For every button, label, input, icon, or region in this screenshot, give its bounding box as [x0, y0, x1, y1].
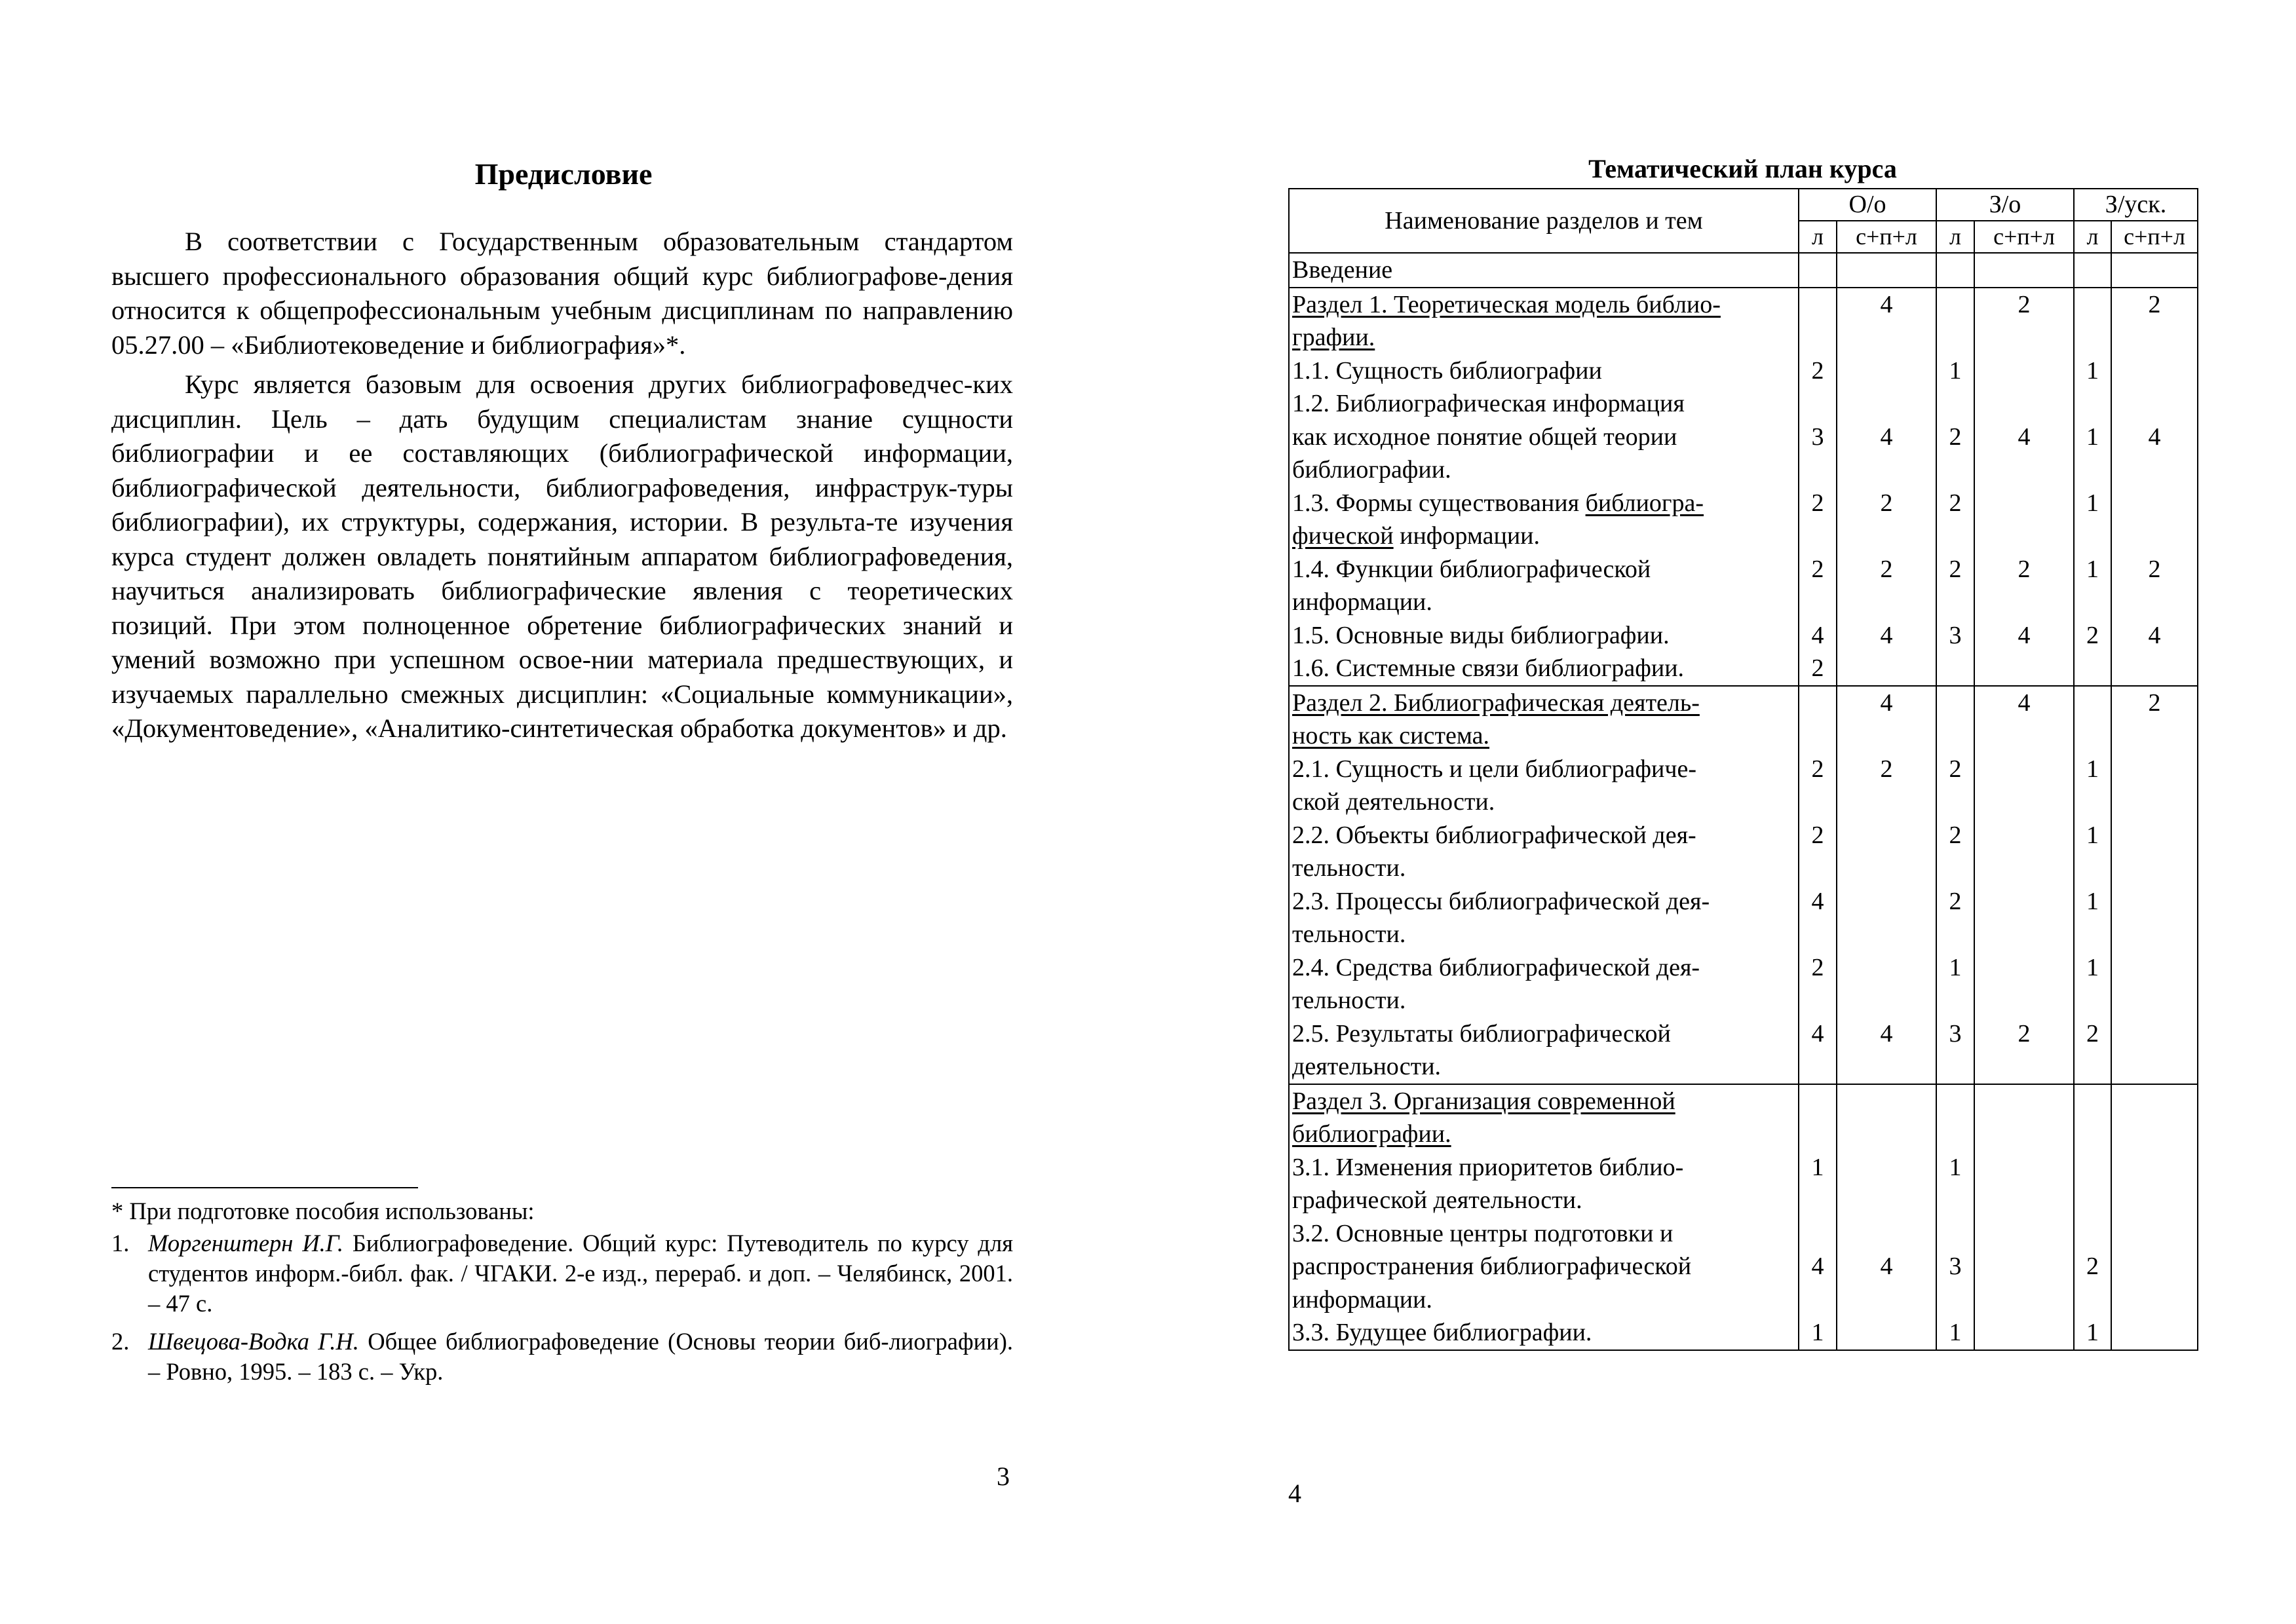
topic-cell: 3.3. Будущее библиографии. — [1289, 1316, 1799, 1350]
footnote-author: Швецова-Водка Г.Н. — [148, 1328, 359, 1355]
value-cell — [2111, 1217, 2198, 1317]
value-cell — [1974, 1316, 2074, 1350]
topic-cell: 2.4. Средства библиографической дея- тельности. — [1289, 951, 1799, 1017]
value-cell — [2111, 487, 2198, 553]
value-cell — [1974, 354, 2074, 388]
right-page — [1148, 0, 2296, 1624]
value-cell: 4 — [2111, 619, 2198, 652]
value-cell: 2 — [2111, 553, 2198, 619]
topic-cell: 1.1. Сущность библиографии — [1289, 354, 1799, 388]
header-sub: с+п+л — [1974, 221, 2074, 253]
value-cell — [1974, 951, 2074, 1017]
value-cell — [2111, 819, 2198, 885]
value-cell: 2 — [2111, 288, 2198, 354]
table-row — [1289, 1017, 2198, 1084]
value-cell: 2 — [2074, 1017, 2111, 1084]
value-cell: 2 — [1799, 753, 1837, 819]
page-number: 4 — [1288, 1479, 1301, 1508]
header-topic: Наименование разделов и тем — [1289, 189, 1799, 253]
table-row — [1289, 354, 2198, 388]
value-cell: 1 — [1799, 1151, 1837, 1217]
topic-cell: 1.6. Системные связи библиографии. — [1289, 652, 1799, 686]
topic-cell: 3.1. Изменения приоритетов библио- графической деятельности. — [1289, 1151, 1799, 1217]
value-cell: 2 — [1837, 553, 1936, 619]
value-cell: 2 — [1936, 819, 1974, 885]
table-row — [1289, 951, 2198, 1017]
value-cell: 2 — [1799, 354, 1837, 388]
value-cell: 1 — [1936, 951, 1974, 1017]
value-cell — [1974, 885, 2074, 951]
footnote-item — [111, 1228, 1013, 1319]
table-row — [1289, 487, 2198, 553]
footnote-item — [111, 1327, 1013, 1387]
value-cell: 1 — [1936, 1151, 1974, 1217]
value-cell: 4 — [1837, 288, 1936, 354]
value-cell — [2111, 885, 2198, 951]
value-cell — [1799, 1084, 1837, 1151]
sections-body — [1289, 288, 2198, 1350]
value-cell — [1974, 753, 2074, 819]
value-cell — [2074, 288, 2111, 354]
value-cell — [2074, 1151, 2111, 1217]
value-cell: 4 — [1837, 686, 1936, 753]
footnote-number: 2. — [111, 1328, 130, 1355]
value-cell — [2111, 1084, 2198, 1151]
value-cell: 1 — [2074, 487, 2111, 553]
value-cell: 4 — [1837, 619, 1936, 652]
value-cell: 2 — [1799, 487, 1837, 553]
value-cell: 2 — [1837, 487, 1936, 553]
value-cell: 2 — [1936, 885, 1974, 951]
value-cell — [1936, 652, 1974, 686]
value-cell — [2111, 652, 2198, 686]
page-number: 3 — [997, 1462, 1010, 1491]
topic-cell: 3.2. Основные центры подготовки и распространения библиографической информации. — [1289, 1217, 1799, 1317]
topic-cell: 2.1. Сущность и цели библиографиче- ской деятельности. — [1289, 753, 1799, 819]
value-cell: 2 — [1799, 652, 1837, 686]
topic-cell: Раздел 1. Теоретическая модель библио- графии. — [1289, 288, 1799, 354]
table-row — [1289, 1151, 2198, 1217]
value-cell: 1 — [1936, 354, 1974, 388]
value-cell: 1 — [1799, 1316, 1837, 1350]
value-cell — [1974, 652, 2074, 686]
value-cell: 4 — [1799, 619, 1837, 652]
value-cell — [2074, 652, 2111, 686]
header-group: З/о — [1936, 189, 2074, 221]
value-cell: 2 — [1837, 753, 1936, 819]
value-cell — [1974, 1151, 2074, 1217]
value-cell — [1837, 885, 1936, 951]
footnote-number: 1. — [111, 1230, 130, 1256]
value-cell — [1974, 1084, 2074, 1151]
value-cell: 1 — [2074, 354, 2111, 388]
table-title: Тематический план курса — [1588, 154, 1897, 183]
section-header-row — [1289, 686, 2198, 753]
topic-cell: Раздел 3. Организация современной библиографии. — [1289, 1084, 1799, 1151]
header-sub: л — [2074, 221, 2111, 253]
value-cell — [2074, 1084, 2111, 1151]
table-row — [1289, 885, 2198, 951]
value-cell: 4 — [1837, 1017, 1936, 1084]
topic-cell: 2.2. Объекты библиографической дея- тельности. — [1289, 819, 1799, 885]
value-cell — [1837, 354, 1936, 388]
value-cell — [2111, 1151, 2198, 1217]
value-cell: 2 — [1974, 1017, 2074, 1084]
header-sub: л — [1799, 221, 1837, 253]
table-row — [1289, 652, 2198, 686]
value-cell — [1974, 1217, 2074, 1317]
value-cell: 1 — [2074, 387, 2111, 487]
value-cell: 2 — [1936, 487, 1974, 553]
footnote-list — [111, 1228, 1013, 1387]
topic-cell: Раздел 2. Библиографическая деятель- ность как система. — [1289, 686, 1799, 753]
footnote-divider — [111, 1187, 418, 1188]
value-cell — [1837, 951, 1936, 1017]
value-cell: 1 — [2074, 553, 2111, 619]
value-cell: 3 — [1936, 1017, 1974, 1084]
value-cell: 1 — [2074, 819, 2111, 885]
value-cell — [2111, 1316, 2198, 1350]
page-title: Предисловие — [474, 157, 653, 191]
topic-cell: 1.2. Библиографическая информация как исходное понятие общей теории библиографии. — [1289, 387, 1799, 487]
value-cell: 4 — [1837, 1217, 1936, 1317]
topic-cell: 2.5. Результаты библиографической деятельности. — [1289, 1017, 1799, 1084]
value-cell: 1 — [1936, 1316, 1974, 1350]
value-cell: 4 — [1974, 619, 2074, 652]
value-cell: 4 — [1974, 686, 2074, 753]
value-cell — [1974, 819, 2074, 885]
header-sub: с+п+л — [2111, 221, 2198, 253]
footnote-text: Общее библиографоведение (Основы теории биб-лиографии). – Ровно, 1995. – 183 с. – Укр. — [148, 1328, 1013, 1385]
value-cell: 2 — [1799, 819, 1837, 885]
value-cell — [2111, 1017, 2198, 1084]
value-cell: 2 — [1799, 951, 1837, 1017]
value-cell: 3 — [1936, 619, 1974, 652]
footnote-author: Моргенштерн И.Г. — [148, 1230, 343, 1256]
value-cell — [1837, 1151, 1936, 1217]
header-group: О/о — [1799, 189, 1936, 221]
value-cell — [2111, 753, 2198, 819]
value-cell: 1 — [2074, 1316, 2111, 1350]
value-cell — [2111, 354, 2198, 388]
table-row — [1289, 1217, 2198, 1317]
value-cell — [1974, 487, 2074, 553]
header-sub: л — [1936, 221, 1974, 253]
value-cell: 2 — [1936, 753, 1974, 819]
table-row-intro — [1289, 253, 2198, 288]
value-cell — [1936, 288, 1974, 354]
value-cell: 3 — [1936, 1217, 1974, 1317]
footnote-text: Библиографоведение. Общий курс: Путеводитель по курсу для студентов информ.-библ. фак. / ЧГАКИ. 2-е изд., перераб. и доп. – Челябинск, 2001. – 47 с. — [148, 1230, 1013, 1317]
table-row — [1289, 387, 2198, 487]
table-row — [1289, 1316, 2198, 1350]
table-row — [1289, 819, 2198, 885]
value-cell: 4 — [1799, 1017, 1837, 1084]
value-cell — [1837, 819, 1936, 885]
value-cell — [1837, 1316, 1936, 1350]
value-cell: 4 — [1799, 885, 1837, 951]
value-cell — [2111, 951, 2198, 1017]
value-cell: 4 — [1974, 387, 2074, 487]
value-cell: 2 — [2111, 686, 2198, 753]
topic-cell: Введение — [1289, 253, 1799, 288]
value-cell: 4 — [1837, 387, 1936, 487]
value-cell: 1 — [2074, 753, 2111, 819]
value-cell: 4 — [2111, 387, 2198, 487]
paragraph: Курс является базовым для освоения других библиографоведчес-ких дисциплин. Цель – дать будущим специалистам знание сущности библиографии и ее составляющих (библиографической информации, библиографической деятельности, библиографоведения, инфраструк-туры библиографии), их структуры, содержания, истории. В результа-те изучения курса студент должен овладеть понятийным аппаратом библиографоведения, научиться анализировать библиографические явления с теоретических позиций. При этом полноценное обретение библиографических знаний и умений возможно при успешном освое-нии материала предшествующих, и изучаемых параллельно смежных дисциплин: «Социальные коммуникации», «Документоведение», «Аналитико-синтетическая обработка документов» и др. — [111, 369, 1013, 743]
value-cell: 2 — [2074, 619, 2111, 652]
value-cell — [1799, 288, 1837, 354]
value-cell: 1 — [2074, 885, 2111, 951]
topic-cell: 1.5. Основные виды библиографии. — [1289, 619, 1799, 652]
table-row — [1289, 553, 2198, 619]
value-cell — [2074, 686, 2111, 753]
topic-cell: 1.4. Функции библиографической информации. — [1289, 553, 1799, 619]
table-row — [1289, 619, 2198, 652]
footnote-intro: * При подготовке пособия использованы: — [111, 1198, 535, 1224]
header-sub: с+п+л — [1837, 221, 1936, 253]
course-plan-table — [1288, 188, 2198, 1351]
paragraph: В соответствии с Государственным образовательным стандартом высшего профессионального образования общий курс библиографове-дения относится к общепрофессиональным учебным дисциплинам по направлению 05.27.00 – «Библиотековедение и библиография»*. — [111, 227, 1013, 360]
topic-cell: 1.3. Формы существования библиогра- фической информации. — [1289, 487, 1799, 553]
value-cell: 2 — [1936, 387, 1974, 487]
value-cell: 1 — [2074, 951, 2111, 1017]
value-cell — [1936, 1084, 1974, 1151]
value-cell — [1799, 686, 1837, 753]
value-cell: 2 — [1974, 288, 2074, 354]
value-cell: 2 — [1936, 553, 1974, 619]
value-cell: 4 — [1799, 1217, 1837, 1317]
value-cell — [1837, 1084, 1936, 1151]
value-cell: 2 — [2074, 1217, 2111, 1317]
section-header-row — [1289, 288, 2198, 354]
value-cell — [1936, 686, 1974, 753]
section-header-row — [1289, 1084, 2198, 1151]
preface-text — [111, 225, 1013, 746]
topic-cell: 2.3. Процессы библиографической дея- тельности. — [1289, 885, 1799, 951]
value-cell: 2 — [1974, 553, 2074, 619]
value-cell — [1837, 652, 1936, 686]
value-cell: 3 — [1799, 387, 1837, 487]
table-row — [1289, 753, 2198, 819]
value-cell: 2 — [1799, 553, 1837, 619]
header-group: З/уск. — [2074, 189, 2198, 221]
